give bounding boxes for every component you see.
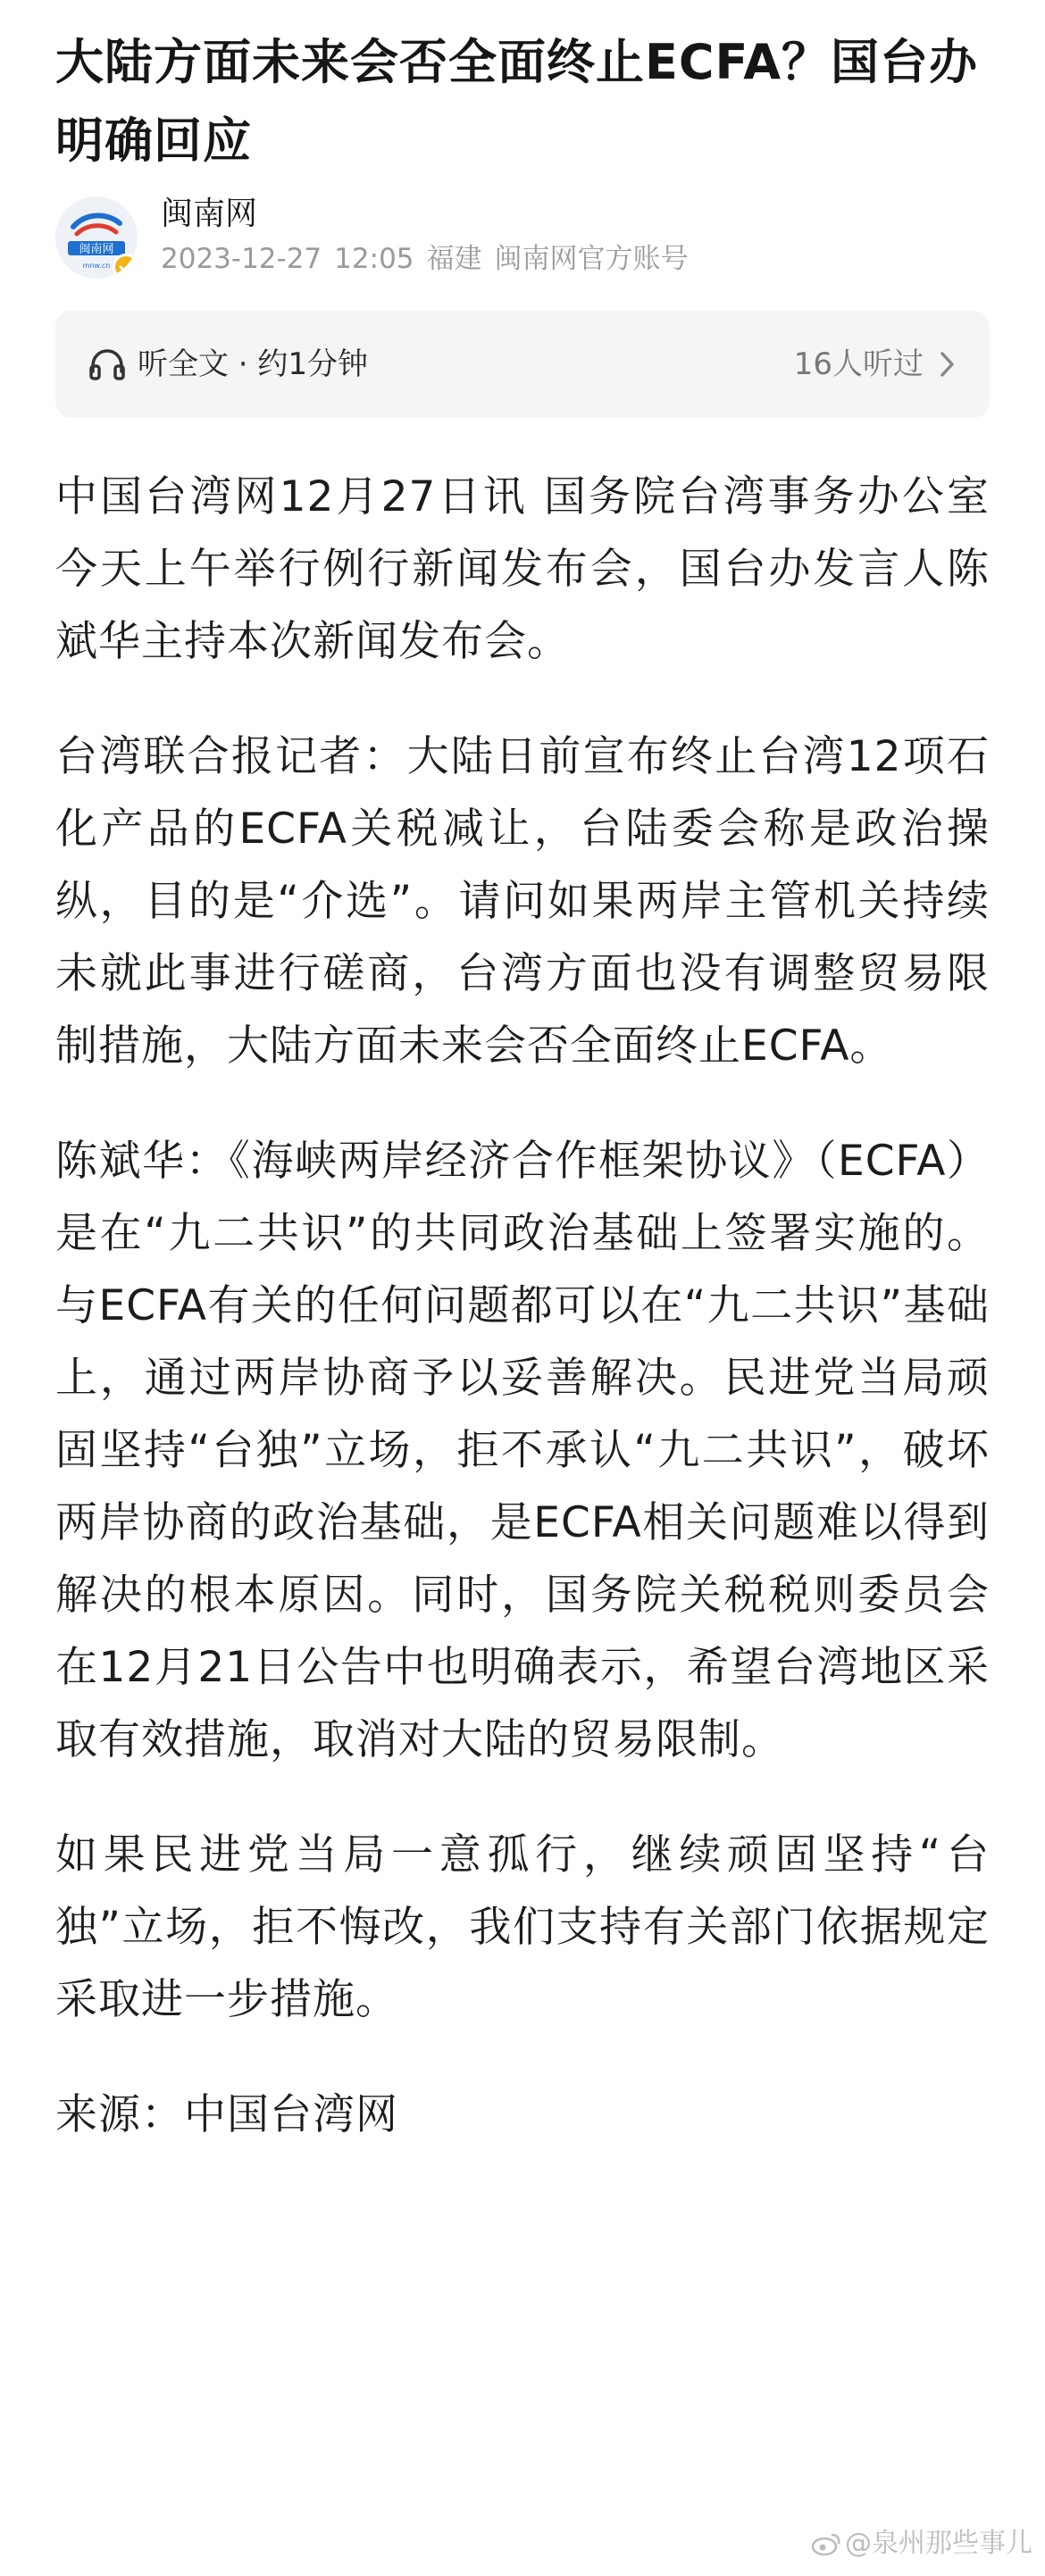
listen-full-text-bar[interactable] (55, 311, 990, 418)
publish-location: 福建 (426, 243, 482, 275)
paragraph: 中国台湾网12月27日讯 国务院台湾事务办公室今天上午举行例行新闻发布会，国台办发言人陈斌华主持本次新闻发布会。 (55, 472, 990, 666)
watermark (811, 2521, 1032, 2560)
verified-badge-icon (113, 254, 138, 279)
watermark-text: @泉州那些事儿 (845, 2528, 1032, 2559)
svg-text:闽南网: 闽南网 (79, 243, 114, 256)
headphones-icon (89, 348, 125, 380)
listen-count: 16人听过 (793, 346, 924, 382)
article-meta (161, 241, 701, 277)
chevron-right-icon (940, 350, 956, 379)
publish-date: 2023-12-27 (161, 243, 322, 275)
source-line: 来源：中国台湾网 (55, 2090, 398, 2139)
avatar[interactable] (55, 196, 138, 279)
paragraph: 如果民进党当局一意孤行，继续顽固坚持“台独”立场，拒不悔改，我们支持有关部门依据规定采取进一步措施。 (55, 1830, 990, 2024)
publish-time: 12:05 (334, 243, 414, 275)
svg-text:mnw.cn: mnw.cn (82, 262, 111, 270)
author-row[interactable] (55, 193, 993, 282)
paragraph: 台湾联合报记者：大陆日前宣布终止台湾12项石化产品的ECFA关税减让，台陆委会称是政治操纵，目的是“介选”。请问如果两岸主管机关持续未就此事进行磋商，台湾方面也没有调整贸易限制措施，大陆方面未来会否全面终止ECFA。 (55, 732, 990, 1071)
paragraph: 陈斌华：《海峡两岸经济合作框架协议》（ECFA）是在“九二共识”的共同政治基础上签署实施的。与ECFA有关的任何问题都可以在“九二共识”基础上，通过两岸协商予以妥善解决。民进党当局顽固坚持“台独”立场，拒不承认“九二共识”，破坏两岸协商的政治基础，是ECFA相关问题难以得到解决的根本原因。同时，国务院关税税则委员会在12月21日公告中也明确表示，希望台湾地区采取有效措施，取消对大陆的贸易限制。 (55, 1137, 990, 1764)
weibo-icon (811, 2532, 841, 2555)
article-title: 大陆方面未来会否全面终止ECFA？国台办明确回应 (55, 34, 978, 169)
article-body (55, 461, 990, 2194)
author-name[interactable]: 闽南网 (161, 196, 258, 232)
listen-label: 听全文 · 约1分钟 (138, 346, 369, 382)
account-type: 闽南网官方账号 (494, 243, 689, 275)
